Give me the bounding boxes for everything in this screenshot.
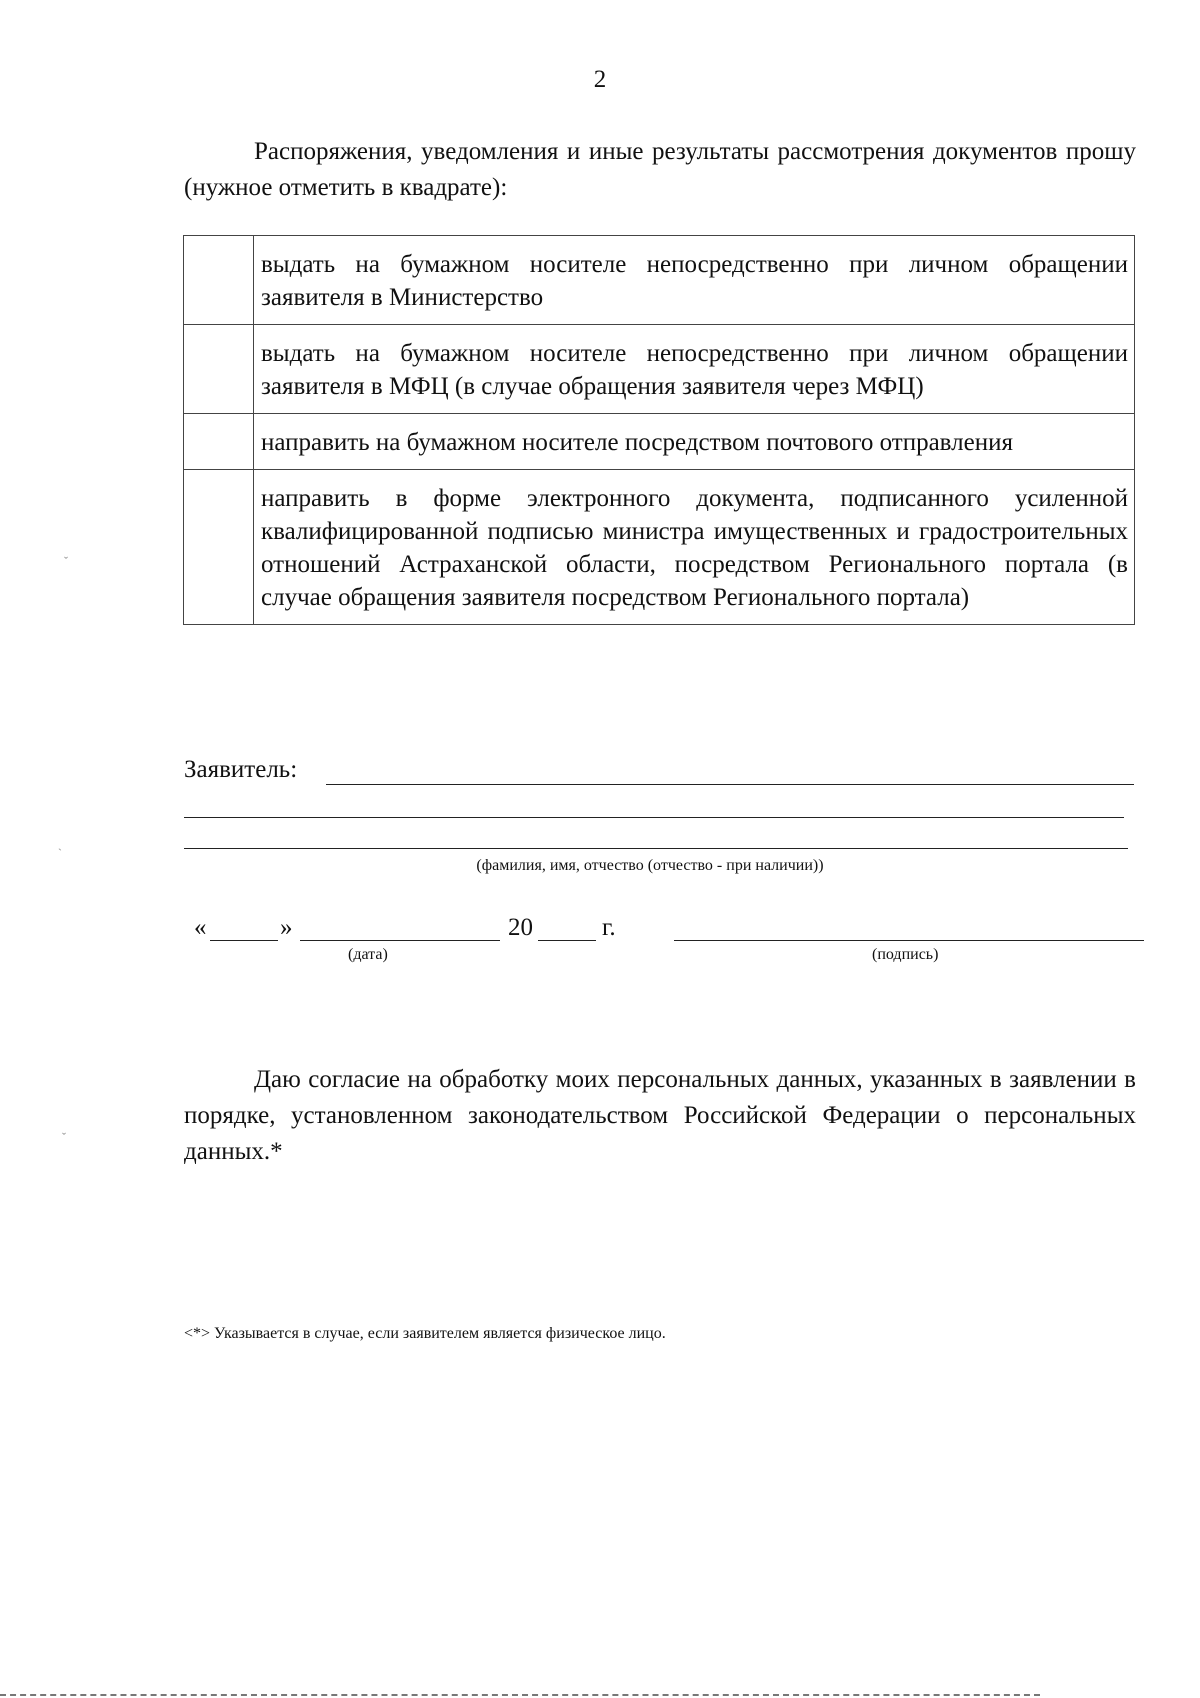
option-text: направить в форме электронного документа, подписанного усиленной квалифицированной подписью министра имущественных и градостроительных отношений Астраханской области, посредством Регионального портала (в случае обращения заявителя посредством Регионального портала) — [254, 470, 1135, 625]
option-checkbox[interactable] — [184, 236, 254, 325]
year-suffix: г. — [602, 914, 616, 941]
date-close-quote: » — [280, 914, 293, 941]
option-row — [184, 470, 1135, 625]
option-row — [184, 325, 1135, 414]
date-caption: (дата) — [348, 946, 388, 963]
applicant-label: Заявитель: — [184, 756, 298, 783]
signature-caption: (подпись) — [872, 946, 939, 963]
name-caption: (фамилия, имя, отчество (отчество - при наличии)) — [476, 857, 824, 874]
option-text: выдать на бумажном носителе непосредственно при личном обращении заявителя в Министерство — [254, 236, 1135, 325]
scan-mark: ˇ — [62, 1130, 66, 1144]
option-text: направить на бумажном носителе посредством почтового отправления — [254, 414, 1135, 470]
footnote: <*> Указывается в случае, если заявителем является физическое лицо. — [184, 1325, 666, 1342]
year-prefix: 20 — [508, 914, 533, 941]
scan-mark: ˇ — [64, 554, 68, 568]
applicant-name-line[interactable] — [326, 784, 1134, 785]
month-line[interactable] — [300, 940, 500, 941]
scan-edge — [0, 1694, 1040, 1696]
applicant-name-line-2[interactable] — [184, 817, 1124, 818]
scan-mark: ` — [58, 846, 62, 860]
option-checkbox[interactable] — [184, 414, 254, 470]
option-text: выдать на бумажном носителе непосредственно при личном обращении заявителя в МФЦ (в случае обращения заявителя через МФЦ) — [254, 325, 1135, 414]
option-checkbox[interactable] — [184, 470, 254, 625]
year-line[interactable] — [538, 940, 596, 941]
page-number: 2 — [593, 66, 607, 93]
date-open-quote: « — [194, 914, 207, 941]
day-line[interactable] — [210, 940, 278, 941]
option-row — [184, 414, 1135, 470]
delivery-options-table — [183, 235, 1135, 625]
intro-paragraph: Распоряжения, уведомления и иные результаты рассмотрения документов прошу (нужное отметить в квадрате): — [184, 138, 1136, 201]
applicant-name-line-3[interactable] — [184, 848, 1128, 849]
option-row — [184, 236, 1135, 325]
consent-paragraph: Даю согласие на обработку моих персональных данных, указанных в заявлении в порядке, установленном законодательством Российской Федерации о персональных данных.* — [184, 1066, 1136, 1165]
signature-line[interactable] — [674, 940, 1144, 941]
option-checkbox[interactable] — [184, 325, 254, 414]
